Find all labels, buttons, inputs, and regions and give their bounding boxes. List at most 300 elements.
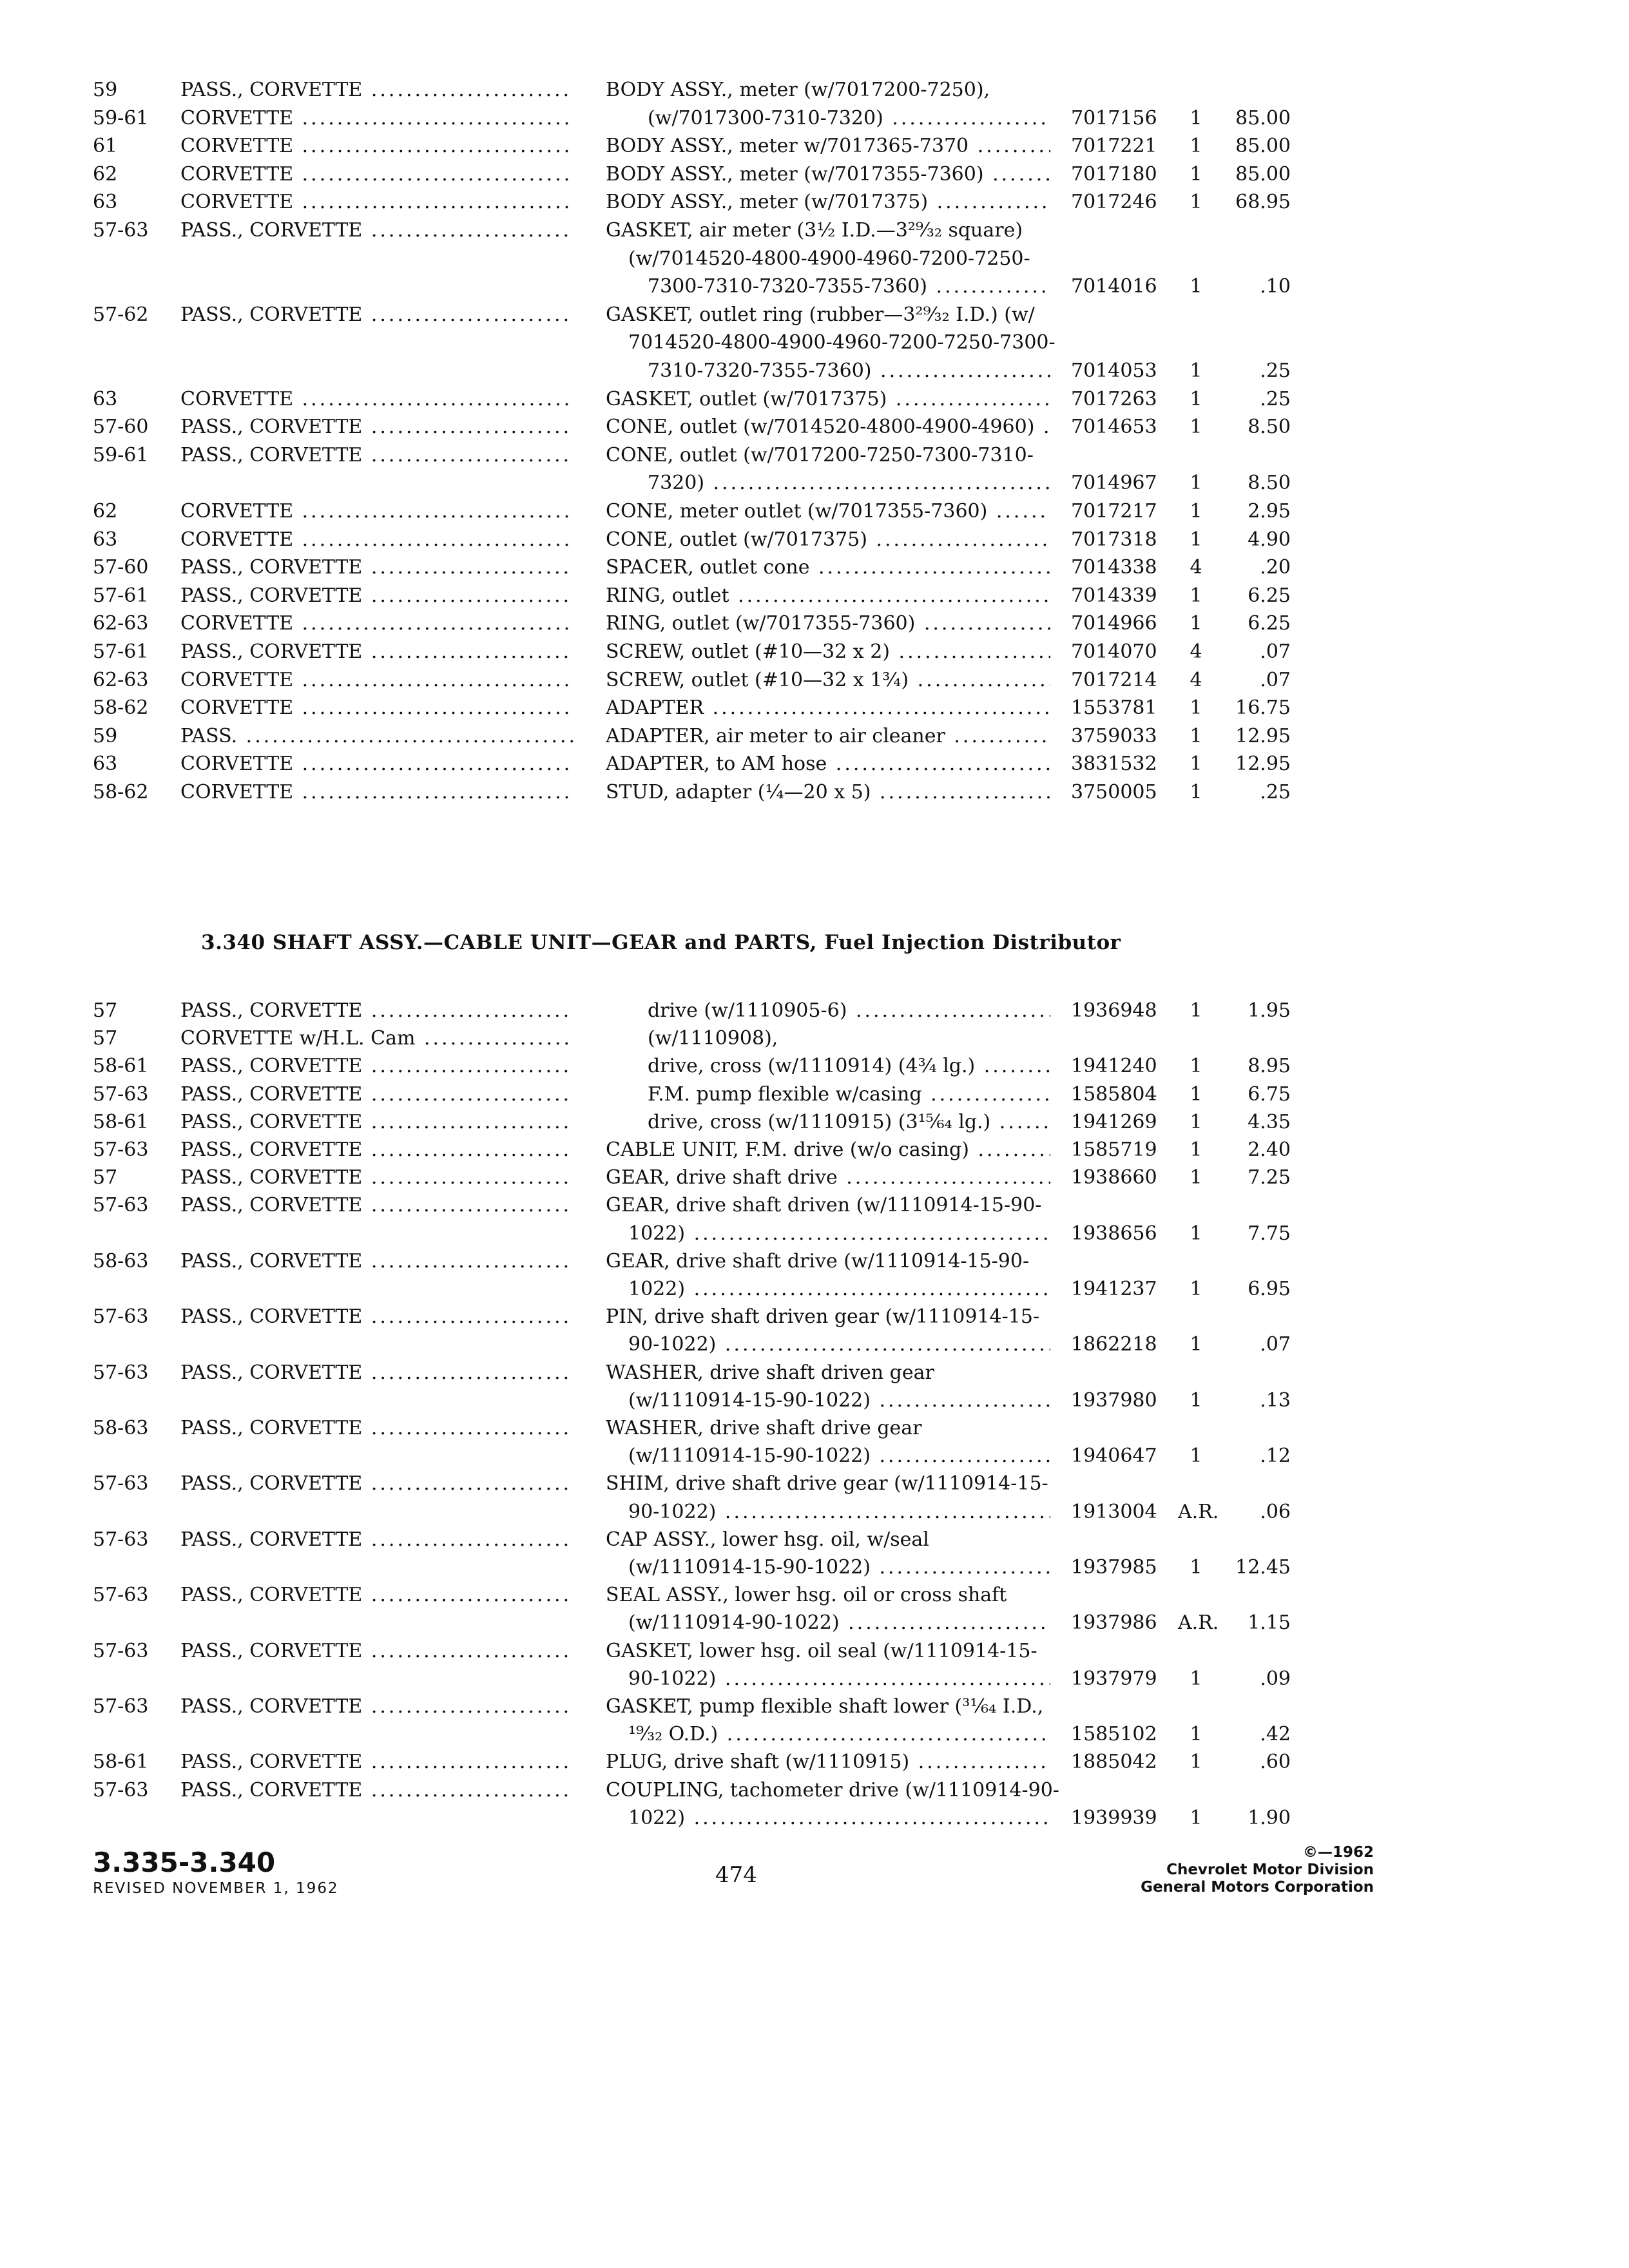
model-cell: PASS., CORVETTE ..... [180, 1693, 574, 1721]
description-cell: ADAPTER, air meter to air cleaner ..... [606, 722, 1050, 751]
table-row [0, 1247, 1629, 1276]
year-cell: 57-62 [93, 303, 149, 326]
quantity-cell: 4 [1190, 556, 1202, 579]
table-row [0, 1498, 1629, 1526]
model-cell: PASS., CORVETTE ..... [180, 553, 574, 582]
table-row [0, 160, 1629, 189]
table-row [0, 666, 1629, 695]
price-cell: 85.00 [1235, 106, 1291, 130]
year-cell: 63 [93, 191, 118, 214]
table-row [0, 1052, 1629, 1081]
description-cell: 7300-7310-7320-7355-7360) ..... [648, 273, 1050, 301]
price-cell: 12.45 [1235, 1556, 1291, 1579]
part-number-cell: 1937985 [1071, 1556, 1157, 1579]
table-row [0, 329, 1629, 357]
description-cell: (w/1110908), [648, 1027, 778, 1050]
table-row [0, 413, 1629, 441]
part-number-cell: 7014016 [1071, 275, 1157, 298]
table-row [0, 750, 1629, 778]
quantity-cell: 1 [1190, 1667, 1202, 1690]
model-cell: PASS., CORVETTE ..... [180, 1164, 574, 1192]
part-number-cell: 1937980 [1071, 1389, 1157, 1412]
year-cell: 57-63 [93, 1695, 149, 1718]
price-cell: 85.00 [1235, 162, 1291, 186]
part-number-cell: 1937986 [1071, 1611, 1157, 1635]
description-cell: CAP ASSY., lower hsg. oil, w/seal [606, 1528, 929, 1551]
quantity-cell: A.R. [1178, 1500, 1219, 1523]
section-title: 3.340 SHAFT ASSY.—CABLE UNIT—GEAR and PARTS, Fuel Injection Distributor [201, 931, 1121, 954]
part-number-cell: 3759033 [1071, 724, 1157, 747]
year-cell: 59-61 [93, 106, 149, 130]
year-cell: 57-63 [93, 1584, 149, 1607]
quantity-cell: 1 [1190, 528, 1202, 551]
description-cell: SHIM, drive shaft drive gear (w/1110914-15- [606, 1472, 1048, 1495]
description-cell: 90-1022) ..... [628, 1665, 1050, 1693]
description-cell: CABLE UNIT, F.M. drive (w/o casing) ..... [606, 1136, 1050, 1164]
model-cell: PASS., CORVETTE ..... [180, 1359, 574, 1387]
revision-date: REVISED NOVEMBER 1, 1962 [93, 1880, 339, 1897]
part-number-cell: 7014338 [1071, 556, 1157, 579]
part-number-cell: 1936948 [1071, 999, 1157, 1022]
price-cell: 85.00 [1235, 135, 1291, 158]
part-number-cell: 1938660 [1071, 1166, 1157, 1189]
description-cell: SEAL ASSY., lower hsg. oil or cross shaft [606, 1584, 1007, 1607]
model-cell: PASS., CORVETTE ..... [180, 1414, 574, 1443]
table-row [0, 1024, 1629, 1053]
price-cell: .13 [1260, 1389, 1291, 1412]
description-cell: WASHER, drive shaft driven gear [606, 1361, 934, 1384]
table-row [0, 497, 1629, 526]
table-row [0, 1442, 1629, 1470]
description-cell: CONE, outlet (w/7017200-7250-7300-7310- [606, 443, 1034, 466]
model-cell: PASS., CORVETTE ..... [180, 1776, 574, 1805]
table-row [0, 997, 1629, 1025]
table-row [0, 694, 1629, 722]
part-number-cell: 7014967 [1071, 472, 1157, 495]
price-cell: .20 [1260, 556, 1291, 579]
table-row [0, 385, 1629, 414]
table-row [0, 76, 1629, 104]
year-cell: 57 [93, 1027, 118, 1050]
price-cell: .09 [1260, 1667, 1291, 1690]
model-cell: CORVETTE ..... [180, 666, 574, 695]
table-row [0, 132, 1629, 160]
price-cell: 6.75 [1248, 1082, 1291, 1106]
model-cell: PASS., CORVETTE ..... [180, 441, 574, 470]
quantity-cell: 1 [1190, 387, 1202, 410]
model-cell: CORVETTE ..... [180, 778, 574, 807]
quantity-cell: 1 [1190, 360, 1202, 382]
model-cell: PASS., CORVETTE ..... [180, 1052, 574, 1081]
table-row [0, 778, 1629, 807]
price-cell: 2.40 [1248, 1139, 1291, 1161]
part-number-cell: 3831532 [1071, 753, 1157, 776]
price-cell: .07 [1260, 640, 1291, 663]
price-cell: .25 [1260, 360, 1291, 382]
year-cell: 57-60 [93, 556, 149, 579]
year-cell: 58-62 [93, 697, 149, 720]
table-row [0, 273, 1629, 301]
year-cell: 57-63 [93, 1639, 149, 1662]
price-cell: .06 [1260, 1500, 1291, 1523]
model-cell: PASS., CORVETTE ..... [180, 76, 574, 104]
part-number-cell: 7017263 [1071, 387, 1157, 410]
description-cell: BODY ASSY., meter (w/7017375) ..... [606, 188, 1050, 216]
description-cell: STUD, adapter (¼—20 x 5) ..... [606, 778, 1050, 807]
table-row [0, 1693, 1629, 1721]
model-cell: PASS., CORVETTE ..... [180, 1526, 574, 1554]
year-cell: 57-63 [93, 1361, 149, 1384]
part-number-cell: 3750005 [1071, 781, 1157, 803]
model-cell: CORVETTE ..... [180, 750, 574, 778]
description-cell: SPACER, outlet cone ..... [606, 553, 1050, 582]
description-cell: GASKET, lower hsg. oil seal (w/1110914-15- [606, 1639, 1037, 1662]
price-cell: 1.90 [1248, 1806, 1291, 1829]
table-row [0, 1470, 1629, 1498]
description-cell: GASKET, air meter (3½ I.D.—3²⁹⁄₃₂ square) [606, 219, 1023, 242]
description-cell: CONE, outlet (w/7017375) ..... [606, 526, 1050, 554]
price-cell: .12 [1260, 1445, 1291, 1468]
part-number-cell: 7017180 [1071, 162, 1157, 186]
description-cell: (w/7017300-7310-7320) ..... [648, 104, 1050, 133]
price-cell: 8.50 [1248, 472, 1291, 495]
table-row [0, 1081, 1629, 1109]
part-number-cell: 1585719 [1071, 1139, 1157, 1161]
part-number-cell: 1585804 [1071, 1082, 1157, 1106]
description-cell: BODY ASSY., meter w/7017365-7370 ..... [606, 132, 1050, 160]
quantity-cell: 1 [1190, 724, 1202, 747]
price-cell: 7.75 [1248, 1222, 1291, 1245]
quantity-cell: 1 [1190, 1751, 1202, 1774]
price-cell: 4.90 [1248, 528, 1291, 551]
quantity-cell: 1 [1190, 1723, 1202, 1746]
model-cell: PASS., CORVETTE ..... [180, 1081, 574, 1109]
table-row [0, 1220, 1629, 1248]
model-cell: PASS., CORVETTE ..... [180, 1581, 574, 1610]
description-cell: GEAR, drive shaft drive ..... [606, 1164, 1050, 1192]
quantity-cell: 1 [1190, 1082, 1202, 1106]
price-cell: .42 [1260, 1723, 1291, 1746]
part-number-cell: 7017156 [1071, 106, 1157, 130]
table-row [0, 1359, 1629, 1387]
year-cell: 57-63 [93, 1472, 149, 1495]
model-cell: CORVETTE ..... [180, 188, 574, 216]
model-cell: CORVETTE ..... [180, 610, 574, 638]
model-cell: CORVETTE ..... [180, 160, 574, 189]
quantity-cell: 1 [1190, 1556, 1202, 1579]
year-cell: 58-61 [93, 1110, 149, 1133]
quantity-cell: 1 [1190, 1333, 1202, 1356]
table-row [0, 469, 1629, 497]
year-cell: 58-63 [93, 1417, 149, 1439]
price-cell: .07 [1260, 668, 1291, 691]
table-row [0, 1637, 1629, 1666]
quantity-cell: 1 [1190, 1222, 1202, 1245]
description-cell: (w/1110914-15-90-1022) ..... [628, 1387, 1050, 1415]
table-row [0, 1804, 1629, 1832]
year-cell: 57 [93, 999, 118, 1022]
model-cell: PASS., CORVETTE ..... [180, 997, 574, 1025]
model-cell: PASS., CORVETTE ..... [180, 1136, 574, 1164]
price-cell: .60 [1260, 1751, 1291, 1774]
table-row [0, 188, 1629, 216]
year-cell: 57-63 [93, 1305, 149, 1329]
year-cell: 57-63 [93, 219, 149, 242]
quantity-cell: 1 [1190, 584, 1202, 607]
description-cell: 7320) ..... [648, 469, 1050, 497]
price-cell: 4.35 [1248, 1110, 1291, 1133]
part-number-cell: 1938656 [1071, 1222, 1157, 1245]
description-cell: 1022) ..... [628, 1804, 1050, 1832]
model-cell: PASS., CORVETTE ..... [180, 1247, 574, 1276]
model-cell: PASS., CORVETTE ..... [180, 1303, 574, 1331]
description-cell: GASKET, outlet (w/7017375) ..... [606, 385, 1050, 414]
quantity-cell: 1 [1190, 1806, 1202, 1829]
model-cell: PASS., CORVETTE ..... [180, 1108, 574, 1137]
part-number-cell: 1941237 [1071, 1278, 1157, 1300]
quantity-cell: 1 [1190, 1166, 1202, 1189]
description-cell: SCREW, outlet (#10—32 x 2) ..... [606, 638, 1050, 666]
part-number-cell: 7017217 [1071, 500, 1157, 523]
price-cell: .25 [1260, 387, 1291, 410]
price-cell: 2.95 [1248, 500, 1291, 523]
table-row [0, 553, 1629, 582]
year-cell: 59 [93, 79, 118, 101]
part-number-cell: 1940647 [1071, 1445, 1157, 1468]
quantity-cell: 1 [1190, 753, 1202, 776]
price-cell: 8.95 [1248, 1055, 1291, 1078]
table-row [0, 1331, 1629, 1359]
quantity-cell: 4 [1190, 668, 1202, 691]
model-cell: PASS., CORVETTE ..... [180, 216, 574, 245]
year-cell: 57-60 [93, 416, 149, 439]
quantity-cell: 1 [1190, 1139, 1202, 1161]
table-row [0, 1108, 1629, 1137]
description-cell: (w/1110914-15-90-1022) ..... [628, 1442, 1050, 1470]
year-cell: 57-63 [93, 1194, 149, 1217]
description-cell: BODY ASSY., meter (w/7017200-7250), [606, 79, 990, 101]
table-row [0, 1275, 1629, 1303]
division-name: Chevrolet Motor Division [1166, 1861, 1374, 1878]
table-row [0, 1553, 1629, 1582]
year-cell: 58-63 [93, 1249, 149, 1273]
model-cell: PASS. ..... [180, 722, 574, 751]
description-cell: GASKET, pump flexible shaft lower (³¹⁄₆₄ I.D., [606, 1695, 1044, 1718]
quantity-cell: 1 [1190, 1110, 1202, 1133]
table-row [0, 216, 1629, 245]
table-row [0, 1609, 1629, 1637]
year-cell: 57-61 [93, 640, 149, 663]
copyright: ©—1962 [1302, 1844, 1374, 1861]
table-row [0, 1665, 1629, 1693]
quantity-cell: 1 [1190, 697, 1202, 720]
table-row [0, 1164, 1629, 1192]
model-cell: CORVETTE ..... [180, 132, 574, 160]
description-cell: (w/7014520-4800-4900-4960-7200-7250- [628, 247, 1030, 270]
price-cell: 6.25 [1248, 612, 1291, 635]
description-cell: 7014520-4800-4900-4960-7200-7250-7300- [628, 331, 1055, 354]
price-cell: 12.95 [1235, 753, 1291, 776]
price-cell: .10 [1260, 275, 1291, 298]
quantity-cell: 1 [1190, 781, 1202, 803]
year-cell: 59 [93, 724, 118, 747]
footer-right [1141, 1844, 1374, 1896]
description-cell: 7310-7320-7355-7360) ..... [648, 357, 1050, 385]
part-number-cell: 1553781 [1071, 697, 1157, 720]
table-row [0, 357, 1629, 385]
description-cell: drive (w/1110905-6) ..... [648, 997, 1050, 1025]
year-cell: 57 [93, 1166, 118, 1189]
model-cell: CORVETTE ..... [180, 104, 574, 133]
description-cell: CONE, meter outlet (w/7017355-7360) ..... [606, 497, 1050, 526]
table-row [0, 1191, 1629, 1220]
year-cell: 63 [93, 387, 118, 410]
price-cell: 8.50 [1248, 416, 1291, 439]
description-cell: SCREW, outlet (#10—32 x 1¾) ..... [606, 666, 1050, 695]
quantity-cell: 1 [1190, 1445, 1202, 1468]
year-cell: 61 [93, 135, 118, 158]
year-cell: 57-63 [93, 1139, 149, 1161]
quantity-cell: 1 [1190, 162, 1202, 186]
part-number-cell: 1939939 [1071, 1806, 1157, 1829]
price-cell: 16.75 [1235, 697, 1291, 720]
part-number-cell: 7017318 [1071, 528, 1157, 551]
description-cell: PIN, drive shaft driven gear (w/1110914-15- [606, 1305, 1040, 1329]
part-number-cell: 1885042 [1071, 1751, 1157, 1774]
table-row [0, 638, 1629, 666]
model-cell: CORVETTE w/H.L. Cam ..... [180, 1024, 574, 1053]
table-row [0, 1414, 1629, 1443]
part-number-cell: 7017214 [1071, 668, 1157, 691]
model-cell: PASS., CORVETTE ..... [180, 1470, 574, 1498]
description-cell: GASKET, outlet ring (rubber—3²⁹⁄₃₂ I.D.) (w/ [606, 303, 1035, 326]
description-cell: BODY ASSY., meter (w/7017355-7360) ..... [606, 160, 1050, 189]
part-number-cell: 1585102 [1071, 1723, 1157, 1746]
part-number-cell: 1941240 [1071, 1055, 1157, 1078]
section-code: 3.335-3.340 [93, 1847, 276, 1878]
quantity-cell: 1 [1190, 999, 1202, 1022]
quantity-cell: 1 [1190, 1389, 1202, 1412]
model-cell: PASS., CORVETTE ..... [180, 413, 574, 441]
part-number-cell: 7014339 [1071, 584, 1157, 607]
description-cell: ADAPTER ..... [606, 694, 1050, 722]
year-cell: 58-62 [93, 781, 149, 803]
description-cell: 1022) ..... [628, 1220, 1050, 1248]
part-number-cell: 1862218 [1071, 1333, 1157, 1356]
description-cell: RING, outlet (w/7017355-7360) ..... [606, 610, 1050, 638]
part-number-cell: 7017246 [1071, 191, 1157, 214]
year-cell: 58-61 [93, 1751, 149, 1774]
description-cell: F.M. pump flexible w/casing ..... [648, 1081, 1050, 1109]
description-cell: drive, cross (w/1110914) (4¾ lg.) ..... [648, 1052, 1050, 1081]
year-cell: 63 [93, 528, 118, 551]
year-cell: 59-61 [93, 443, 149, 466]
table-row [0, 1526, 1629, 1554]
description-cell: GEAR, drive shaft driven (w/1110914-15-90- [606, 1194, 1042, 1217]
quantity-cell: 1 [1190, 612, 1202, 635]
price-cell: 7.25 [1248, 1166, 1291, 1189]
year-cell: 57-63 [93, 1778, 149, 1802]
model-cell: CORVETTE ..... [180, 526, 574, 554]
quantity-cell: 1 [1190, 275, 1202, 298]
table-row [0, 1303, 1629, 1331]
quantity-cell: 1 [1190, 106, 1202, 130]
description-cell: 90-1022) ..... [628, 1498, 1050, 1526]
part-number-cell: 1937979 [1071, 1667, 1157, 1690]
year-cell: 62-63 [93, 668, 149, 691]
table-row [0, 1136, 1629, 1164]
description-cell: COUPLING, tachometer drive (w/1110914-90- [606, 1778, 1059, 1802]
description-cell: PLUG, drive shaft (w/1110915) ..... [606, 1748, 1050, 1776]
quantity-cell: 4 [1190, 640, 1202, 663]
model-cell: PASS., CORVETTE ..... [180, 582, 574, 610]
table-row [0, 301, 1629, 329]
price-cell: 1.15 [1248, 1611, 1291, 1635]
year-cell: 57-63 [93, 1082, 149, 1106]
table-row [0, 441, 1629, 470]
year-cell: 62 [93, 162, 118, 186]
year-cell: 57-63 [93, 1528, 149, 1551]
part-number-cell: 7017221 [1071, 135, 1157, 158]
model-cell: PASS., CORVETTE ..... [180, 1637, 574, 1666]
price-cell: .07 [1260, 1333, 1291, 1356]
table-row [0, 526, 1629, 554]
table-row [0, 1720, 1629, 1749]
price-cell: 12.95 [1235, 724, 1291, 747]
part-number-cell: 7014070 [1071, 640, 1157, 663]
description-cell: 90-1022) ..... [628, 1331, 1050, 1359]
quantity-cell: 1 [1190, 416, 1202, 439]
model-cell: CORVETTE ..... [180, 385, 574, 414]
part-number-cell: 7014653 [1071, 416, 1157, 439]
model-cell: CORVETTE ..... [180, 497, 574, 526]
table-row [0, 722, 1629, 751]
price-cell: 6.25 [1248, 584, 1291, 607]
description-cell: WASHER, drive shaft drive gear [606, 1417, 922, 1439]
quantity-cell: 1 [1190, 135, 1202, 158]
model-cell: PASS., CORVETTE ..... [180, 1191, 574, 1220]
table-row [0, 245, 1629, 273]
price-cell: .25 [1260, 781, 1291, 803]
table-row [0, 582, 1629, 610]
quantity-cell: 1 [1190, 472, 1202, 495]
table-row [0, 1581, 1629, 1610]
price-cell: 1.95 [1248, 999, 1291, 1022]
table-row [0, 104, 1629, 133]
table-row [0, 1776, 1629, 1805]
part-number-cell: 1913004 [1071, 1500, 1157, 1523]
description-cell: CONE, outlet (w/7014520-4800-4900-4960) ..... [606, 413, 1050, 441]
model-cell: CORVETTE ..... [180, 694, 574, 722]
year-cell: 57-61 [93, 584, 149, 607]
description-cell: ¹⁹⁄₃₂ O.D.) ..... [628, 1720, 1050, 1749]
quantity-cell: 1 [1190, 500, 1202, 523]
description-cell: (w/1110914-90-1022) ..... [628, 1609, 1050, 1637]
price-cell: 6.95 [1248, 1278, 1291, 1300]
corporation-name: General Motors Corporation [1141, 1879, 1374, 1896]
quantity-cell: 1 [1190, 191, 1202, 214]
part-number-cell: 1941269 [1071, 1110, 1157, 1133]
quantity-cell: A.R. [1178, 1611, 1219, 1635]
footer-left [93, 1847, 339, 1898]
description-cell: 1022) ..... [628, 1275, 1050, 1303]
year-cell: 62 [93, 500, 118, 523]
part-number-cell: 7014966 [1071, 612, 1157, 635]
quantity-cell: 1 [1190, 1278, 1202, 1300]
year-cell: 63 [93, 753, 118, 776]
model-cell: PASS., CORVETTE ..... [180, 301, 574, 329]
description-cell: drive, cross (w/1110915) (3¹⁵⁄₆₄ lg.) ..... [648, 1108, 1050, 1137]
